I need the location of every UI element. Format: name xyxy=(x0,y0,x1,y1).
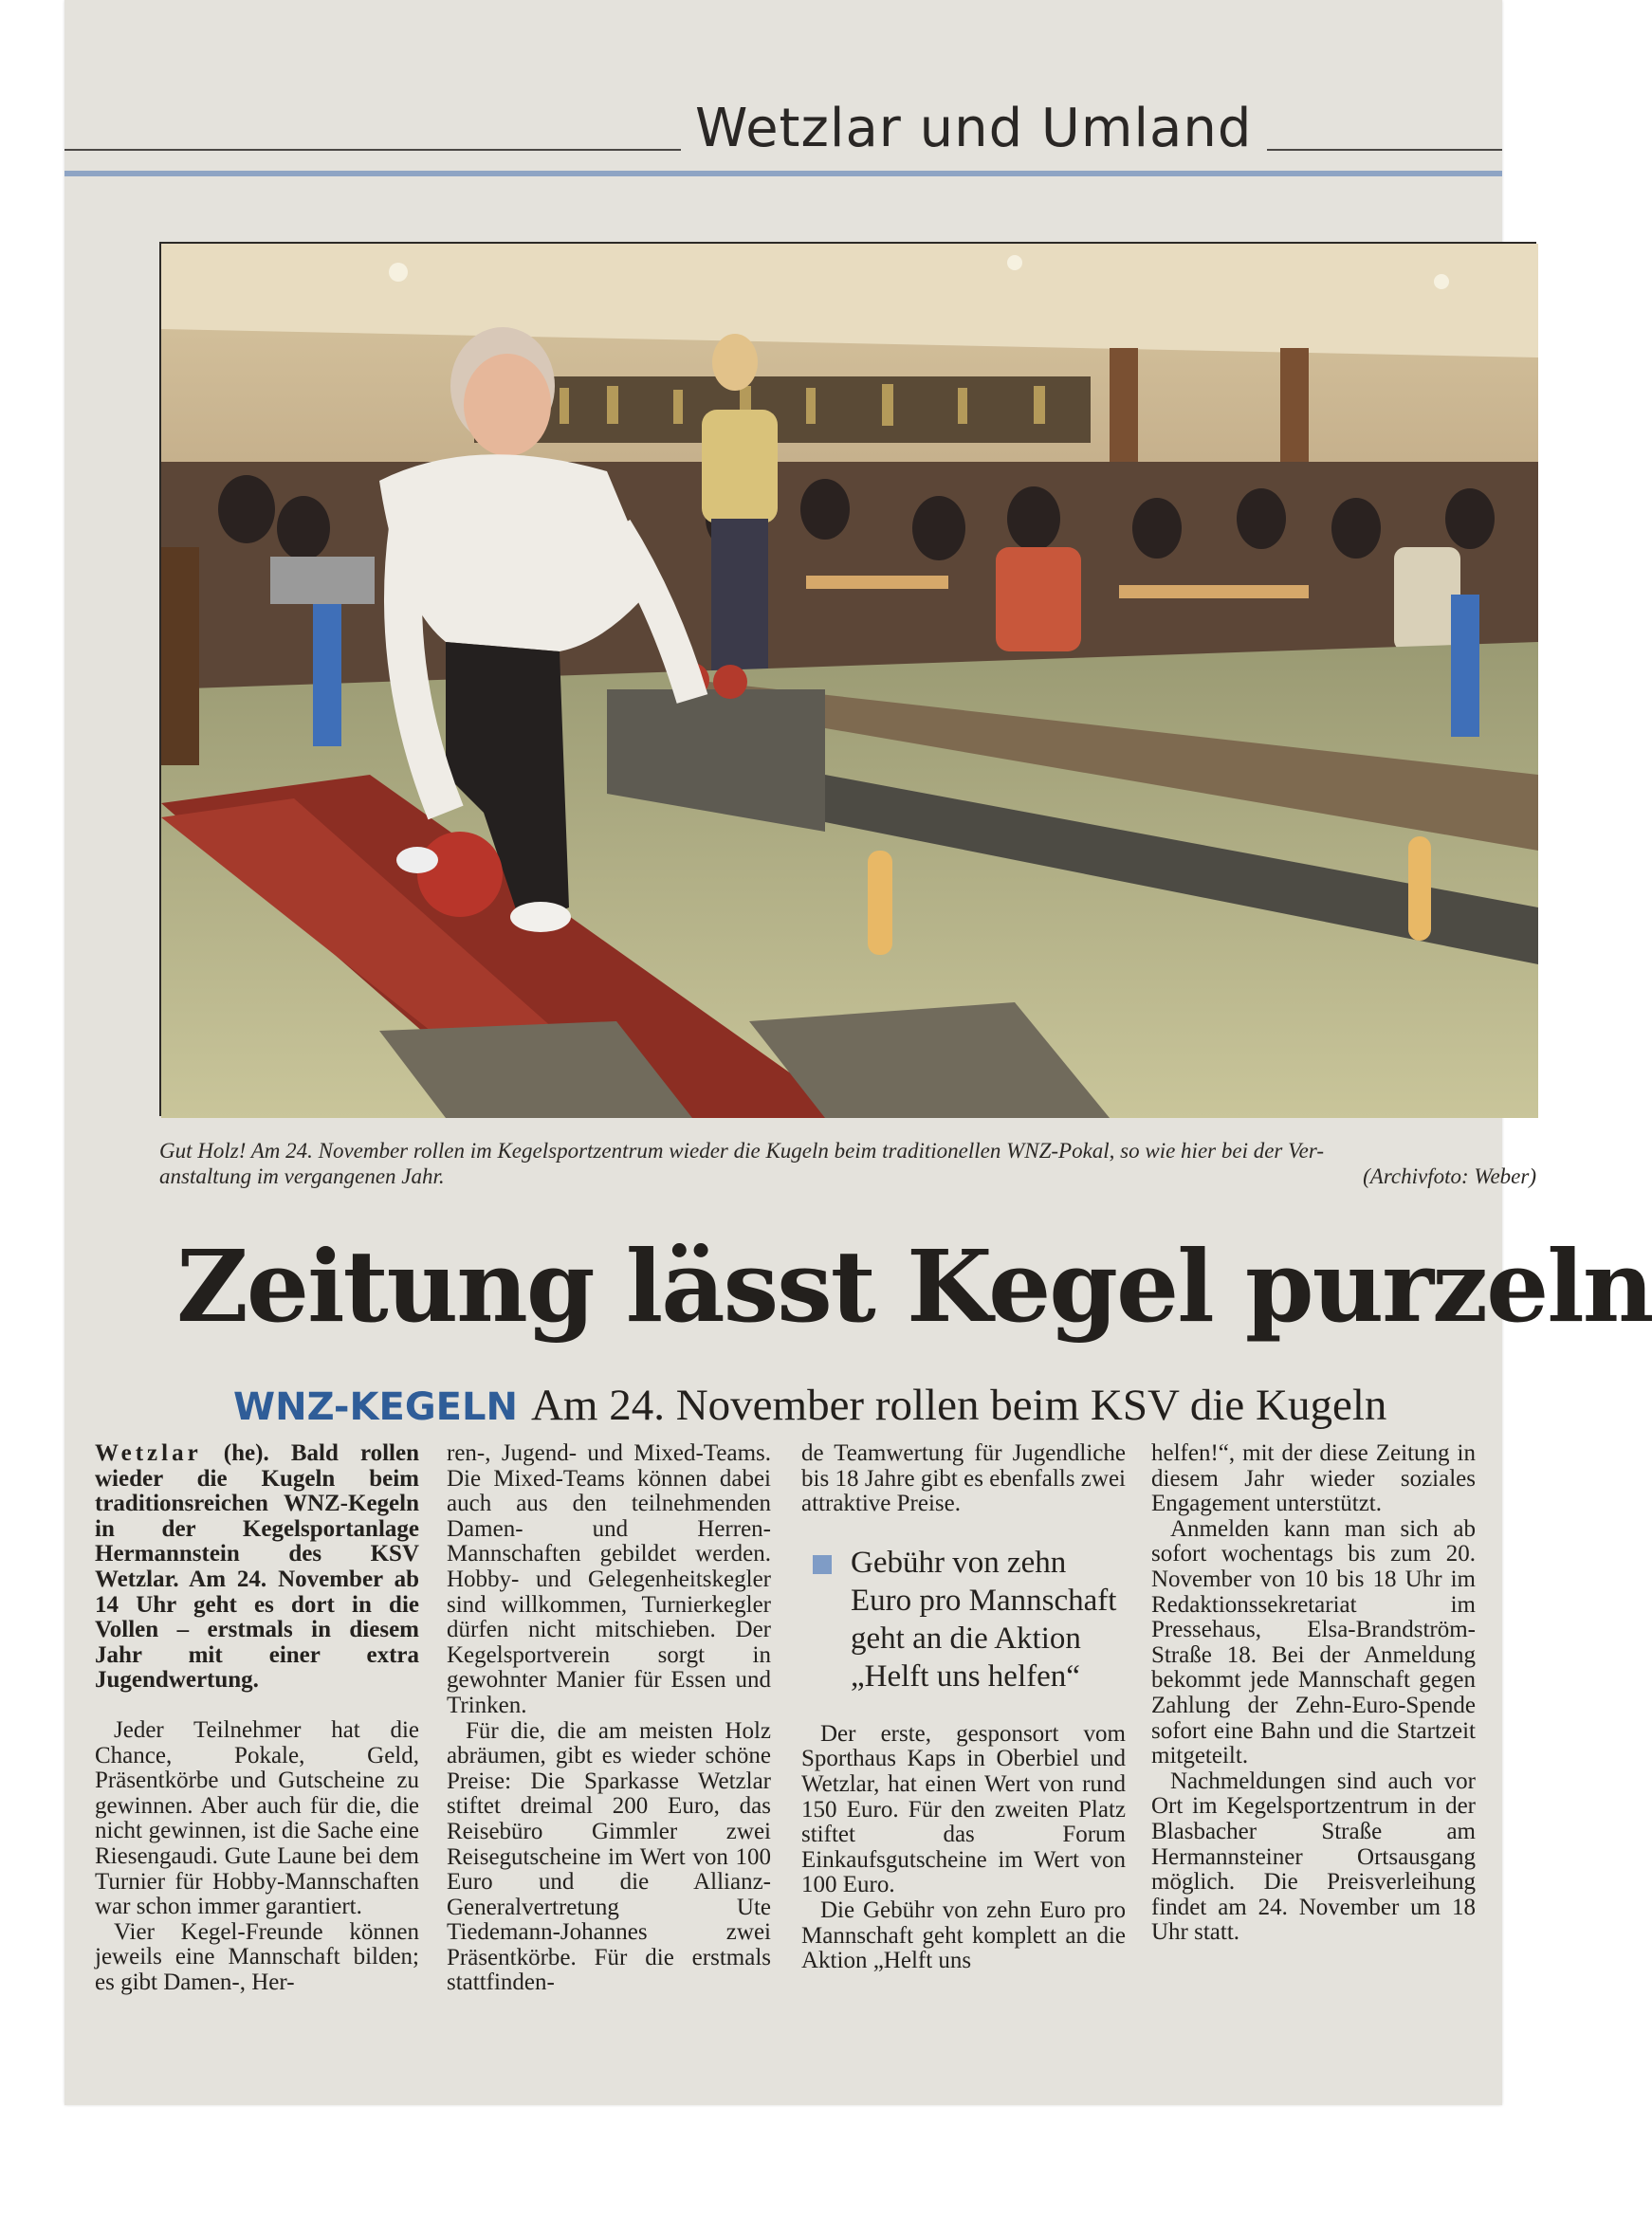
article-subhead xyxy=(233,1380,1523,1431)
bowling-alley-photo xyxy=(159,242,1536,1116)
paragraph: Der erste, gesponsort vom Sporthaus Kaps in Oberbiel und Wetzlar, hat einen Wert von rund 150 Euro. Für den zweiten Platz stiftet das Forum Einkaufsgutscheine im Wert von 100 Euro. xyxy=(801,1720,1126,1898)
paragraph: Vier Kegel-Freunde können jeweils eine Mannschaft bilden; es gibt Damen-, Her- xyxy=(95,1918,419,1995)
paragraph: Nachmeldungen sind auch vor Ort im Kegelsportzentrum in der Blasbacher Straße am Hermannsteiner Ortsausgang möglich. Die Preisverleihung findet am 24. November um 18 Uhr statt. xyxy=(1151,1768,1476,1946)
caption-line-2: anstaltung im vergangenen Jahr. xyxy=(159,1164,445,1188)
paragraph: ren-, Jugend- und Mixed-Teams. Die Mixed-Teams können dabei auch aus den teilnehmenden Damen- und Herren-Mannschaften gebildet werden. Hobby- und Gelegenheitskegler sind willkommen, Turnierkegler dürfen nicht mitschieben. Der Kegelsportverein sorgt in gewohnter Manier für Essen und Trinken. xyxy=(447,1440,771,1718)
article-deck: Am 24. November rollen beim KSV die Kugeln xyxy=(530,1381,1387,1430)
newspaper-clipping xyxy=(64,0,1652,2105)
section-title: Wetzlar und Umland xyxy=(695,98,1253,159)
dateline: Wetzlar xyxy=(95,1440,202,1466)
caption-line-1: Gut Holz! Am 24. November rollen im Kegelsportzentrum wieder die Kugeln beim traditionellen WNZ-Pokal, so wie hier bei der Ver- xyxy=(159,1139,1324,1163)
paragraph: Jeder Teilnehmer hat die Chance, Pokale, Geld, Präsentkörbe und Gutscheine zu gewinnen. Aber auch für die, die nicht gewinnen, ist die Sache eine Riesengaudi. Gute Laune bei dem Turnier für Hobby-Mannschaften war schon immer garantiert. xyxy=(95,1716,419,1920)
header-rule-left xyxy=(64,149,681,151)
lead-text: (he). Bald rollen wieder die Kugeln beim traditionsreichen WNZ-Kegeln in der Kegelsportanlage Hermannstein des KSV Wetzlar. Am 24. November ab 14 Uhr geht es dort in die Vollen – erstmals in diesem Jahr mit einer extra Jugendwertung. xyxy=(95,1440,419,1694)
article-headline: Zeitung lässt Kegel purzeln xyxy=(176,1228,1652,1345)
header-rule-right xyxy=(1267,149,1502,151)
paragraph: Für die, die am meisten Holz abräumen, gibt es wieder schöne Preise: Die Sparkasse Wetzlar stiftet dreimal 200 Euro, das Reisebüro Gimmler zwei Reisegutscheine im Wert von 100 Euro und die Allianz-Generalvertretung Ute Tiedemann-Johannes zwei Präsentkörbe. Für die erstmals stattfinden- xyxy=(447,1717,771,1996)
article-column-1 xyxy=(95,1441,419,1995)
paragraph: de Teamwertung für Jugendliche bis 18 Jahre gibt es ebenfalls zwei attraktive Preise. xyxy=(801,1440,1126,1517)
article-lead xyxy=(95,1441,419,1694)
section-header xyxy=(64,90,1502,166)
article-column-4 xyxy=(1151,1441,1476,1946)
article-column-3 xyxy=(801,1441,1126,1974)
photo-caption xyxy=(159,1138,1536,1189)
article-kicker: WNZ-KEGELN xyxy=(233,1385,518,1429)
photo-credit: (Archivfoto: Weber) xyxy=(1363,1164,1536,1188)
pull-quote xyxy=(813,1544,1126,1695)
pull-quote-text: Gebühr von zehn Euro pro Mannschaft geht an die Aktion „Helft uns helfen“ xyxy=(851,1545,1117,1694)
paragraph: helfen!“, mit der diese Zeitung in diesem Jahr wieder soziales Engagement unterstützt. xyxy=(1151,1440,1476,1517)
photo-illustration xyxy=(161,244,1538,1118)
paragraph: Anmelden kann man sich ab sofort wochentags bis zum 20. November von 10 bis 18 Uhr im Redaktionssekretariat im Pressehaus, Elsa-Brandström-Straße 18. Bei der Anmeldung bekommt jede Mannschaft gegen Zahlung der Zehn-Euro-Spende sofort eine Bahn und die Startzeit mitgeteilt. xyxy=(1151,1515,1476,1769)
blue-square-icon xyxy=(813,1555,832,1574)
article-column-2 xyxy=(447,1441,771,1996)
blue-divider xyxy=(64,171,1502,176)
paragraph: Die Gebühr von zehn Euro pro Mannschaft geht komplett an die Aktion „Helft uns xyxy=(801,1896,1126,1974)
